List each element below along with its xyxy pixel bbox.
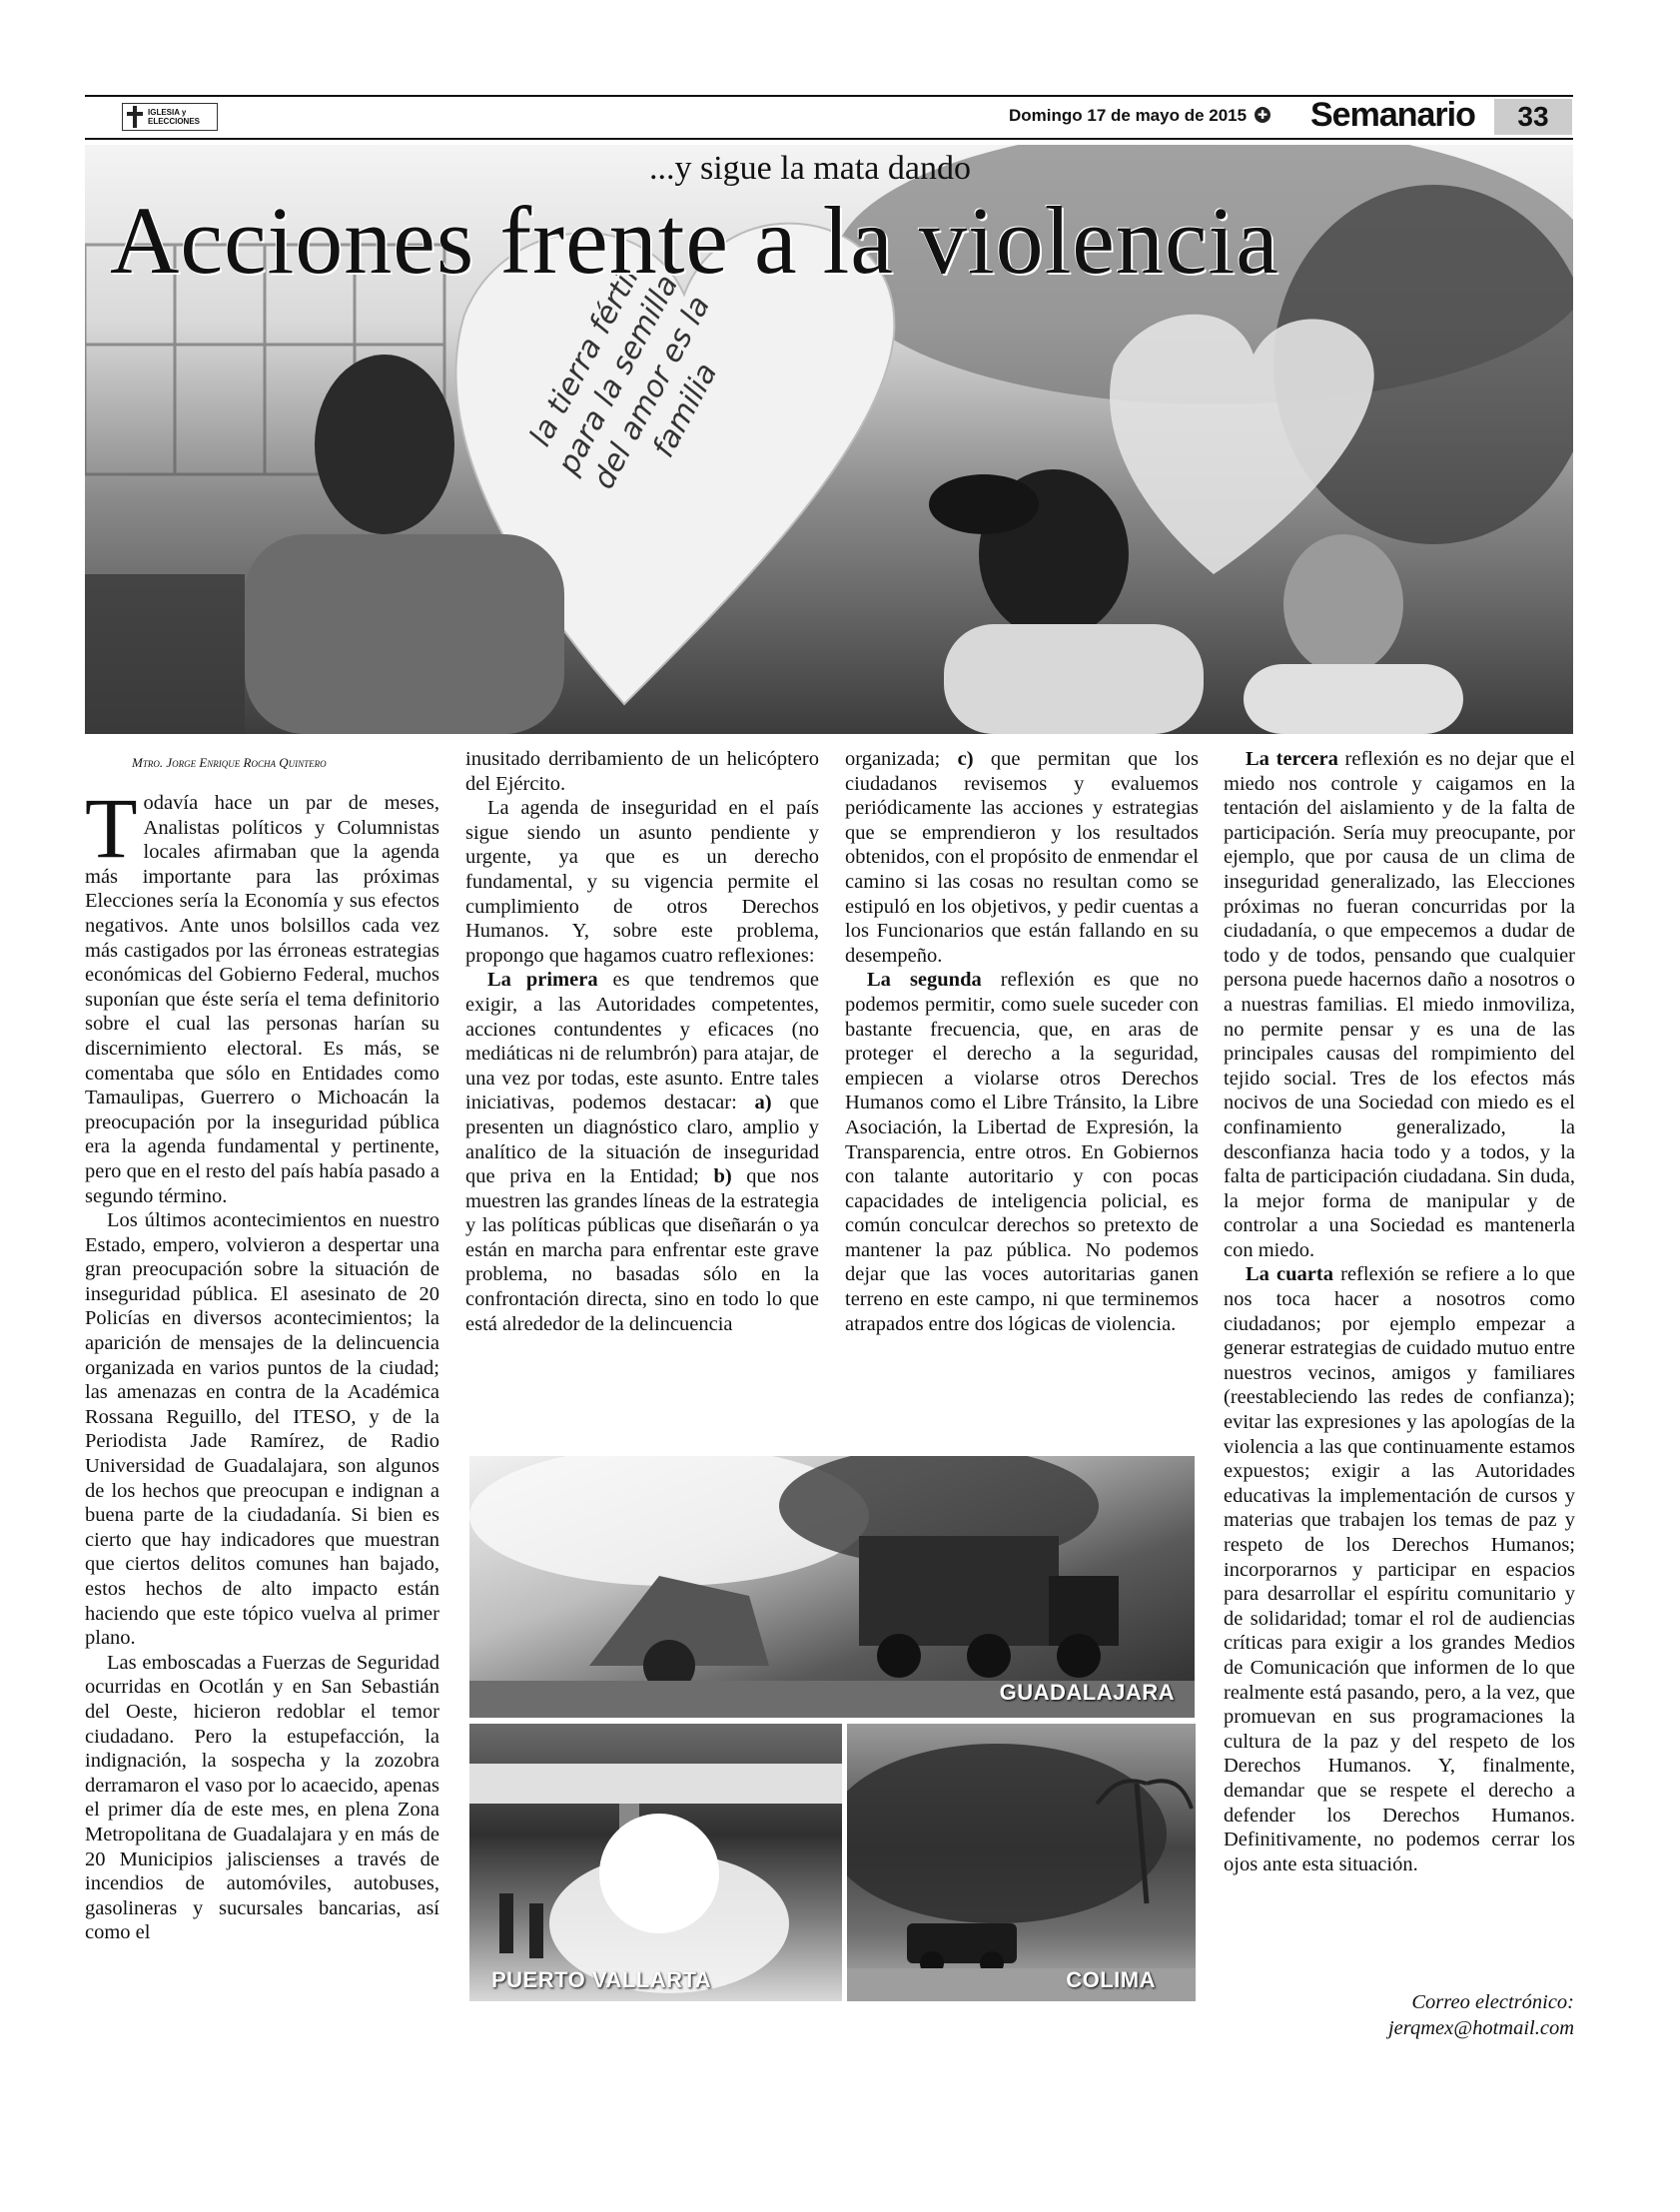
- email-address: jerqmex@hotmail.com: [1387, 2017, 1574, 2039]
- plus-circle-icon: ✚: [1255, 107, 1270, 123]
- paragraph: inusitado derribamiento de un helicóptero del Ejército.: [465, 748, 819, 795]
- logo-line-1: IGLESIA y: [148, 108, 187, 117]
- column-4: [1224, 747, 1575, 1876]
- author-contact: [1268, 1989, 1574, 2041]
- column-1: [85, 780, 439, 1945]
- photo-colima: [847, 1724, 1196, 2001]
- issue-date: Domingo 17 de mayo de 2015: [1009, 106, 1248, 125]
- kicker: ...y sigue la mata dando: [649, 150, 971, 187]
- drop-cap: T: [85, 780, 138, 876]
- paragraph: La agenda de inseguridad en el país sigue siendo un asunto pendiente y urgente, ya que es un derecho fundamental, y su vigencia permite el cumplimiento de otros Derechos Humanos. Y, sobre este problema, propongo que hagamos cuatro reflexiones:: [465, 797, 819, 967]
- paragraph: La segunda reflexión es que no podemos permitir, como suele suceder con bastante frecuencia, que, en aras de proteger el derecho a la seguridad, empiecen a violarse otros Derechos Humanos como el Libre Tránsito, la Libre Asociación, la Libertad de Expresión, la Transparencia, entre otros. En Gobiernos con talante autoritario y con pocas capacidades de inteligencia policial, es común conculcar derechos so pretexto de mantener la paz pública. No podemos dejar que las voces autoritarias ganen terreno en este campo, ni que terminemos atrapados entre dos lógicas de violencia.: [845, 969, 1199, 1335]
- publication-logo: [122, 103, 218, 131]
- paragraph: Los últimos acontecimientos en nuestro Estado, empero, volvieron a despertar una gran preocupación sobre la situación de inseguridad pública. El asesinato de 20 Policías en diversos acontecimientos; la aparición de mensajes de la delincuencia organizada en varios puntos de la ciudad; las amenazas en contra de la Académica Rossana Reguillo, del ITESO, y de la Periodista Jade Ramírez, de Radio Universidad de Guadalajara, son algunos de los hechos que preocupan e indignan a buena parte de la ciudadanía. Si bien es cierto que hay indicadores que muestran que ciertos delitos comunes han bajado, estos hechos de alto impacto están haciendo que este tópico vuelva al primer plano.: [85, 1209, 439, 1650]
- heart-sign-text: la tierra fértil para la semilla del amor es la familia: [522, 262, 725, 495]
- logo-line-2: ELECCIONES: [148, 117, 201, 126]
- burning-vehicles-illustration: [469, 1456, 1195, 1718]
- photo-label-puerto-vallarta: PUERTO VALLARTA: [491, 1967, 712, 1992]
- page-number: 33: [1494, 99, 1572, 135]
- header-rule-bottom: [85, 138, 1573, 140]
- paragraph: La primera es que tendremos que exigir, a las Autoridades competentes, acciones contundentes y eficaces (no mediáticas ni de relumbrón) para atajar, de una vez por todas, este asunto. Entre tales iniciativas, podemos destacar: a) que presenten un diagnóstico claro, amplio y analítico de la situación de inseguridad que priva en la Entidad; b) que nos muestren las grandes líneas de la estrategia y las políticas públicas que diseñarán o ya están en marcha para enfrentar este grave problema, no basadas sólo en la confrontación directa, sino en todo lo que está alrededor de la delincuencia: [465, 969, 819, 1335]
- photo-guadalajara: [469, 1456, 1195, 1718]
- brand-name: Semanario: [1310, 96, 1475, 134]
- cross-icon: [126, 106, 144, 128]
- photo-label-colima: COLIMA: [1066, 1967, 1156, 1992]
- byline: Mtro. Jorge Enrique Rocha Quintero: [132, 755, 327, 770]
- column-2: [465, 747, 819, 1336]
- email-label: Correo electrónico:: [1411, 1991, 1574, 2013]
- burning-car-illustration: [847, 1724, 1196, 2001]
- paragraph: Todavía hace un par de meses, Analistas políticos y Columnistas locales afirmaban que la agenda más importante para las próximas Elecciones sería la Economía y sus efectos negativos. Ante unos bolsillos cada vez más castigados por las érroneas estrategias económicas del Gobierno Federal, muchos suponían que éste sería el tema definitorio sobre el cual las personas harían su discernimiento electoral. Es más, se comentaba que sólo en Entidades como Tamaulipas, Guerrero o Michoacán la preocupación por la inseguridad pública era la agenda fundamental y pertinente, pero que en el resto del país había pasado a segundo término.: [85, 780, 439, 1207]
- photo-puerto-vallarta: [469, 1724, 842, 2001]
- paragraph: Las emboscadas a Fuerzas de Seguridad ocurridas en Ocotlán y en San Sebastián del Oeste, hicieron redoblar el temor ciudadano. Pero la estupefacción, la indignación, la sospecha y la zozobra derramaron el vaso por lo acaecido, apenas el primer día de este mes, en plena Zona Metropolitana de Guadalajara y en más de 20 Municipios jaliscienses a través de incendios de automóviles, autobuses, gasolineras y sucursales bancarias, así como el: [85, 1651, 439, 1944]
- paragraph: La cuarta reflexión se refiere a lo que nos toca hacer a nosotros como ciudadanos; por ejemplo empezar a generar estrategias de cuidado mutuo entre nuestros vecinos, amigos y familiares (reestableciendo las redes de confianza); evitar las expresiones y las apologías de la violencia a las que continuamente estamos expuestos; exigir a las Autoridades educativas la implementación de cursos y materias que trabajen los temas de paz y respeto de los Derechos Humanos; incorporarnos y participar en espacios para desarrollar el espíritu comunitario y de solidaridad; tomar el rol de audiencias críticas para exigir a los grandes Medios de Comunicación que informen de lo que realmente está pasando, pero, a la vez, que promuevan en sus programaciones la cultura de la paz y del respeto de los Derechos Humanos. Y, finalmente, demandar que se respete el derecho a defender los Derechos Humanos. Definitivamente, no podemos cerrar los ojos ante esta situación.: [1224, 1263, 1576, 1875]
- gas-station-fire-illustration: [469, 1724, 842, 2001]
- headline: Acciones frente a la violencia: [110, 187, 1279, 294]
- column-3: [845, 747, 1199, 1336]
- paragraph: organizada; c) que permitan que los ciudadanos revisemos y evaluemos periódicamente las acciones y estrategias que se emprendieron y los resultados obtenidos, con el propósito de enmendar el camino si las cosas no resultan como se estipuló en los objetivos, y pedir cuentas a los Funcionarios que están fallando en su desempeño.: [845, 748, 1199, 967]
- paragraph: La tercera reflexión es no dejar que el miedo nos controle y caigamos en la tentación del aislamiento y de la falta de participación. Sería muy preocupante, por ejemplo, que por causa de un clima de inseguridad generalizado, las Elecciones próximas no fueran concurridas por la ciudadanía, o que empecemos a dudar de todo y de todos, pensando que cualquier persona puede hacernos daño a nosotros o a nuestras familias. El miedo inmoviliza, no permite pensar y es una de las principales causas del rompimiento del tejido social. Tres de los efectos más nocivos de una Sociedad con miedo es el confinamiento generalizado, la desconfianza hacia todo y a todos, y la falta de participación ciudadana. Sin duda, la mejor forma de manipular y de controlar a una Sociedad es mantenerla con miedo.: [1224, 748, 1576, 1261]
- photo-label-guadalajara: GUADALAJARA: [999, 1680, 1175, 1705]
